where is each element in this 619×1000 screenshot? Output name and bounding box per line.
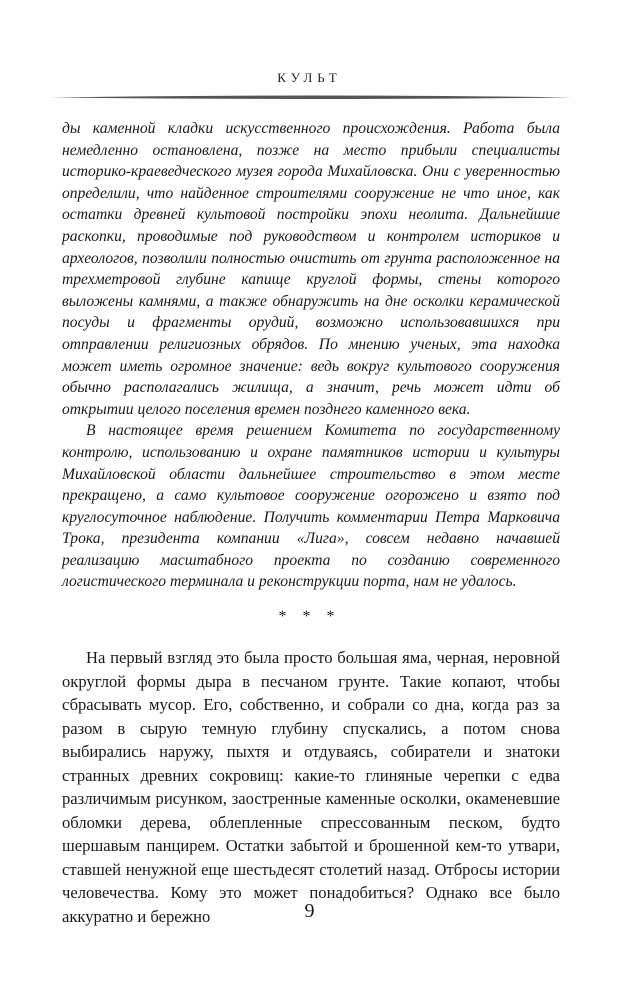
section-separator: * * * xyxy=(278,608,341,625)
page-number: 9 xyxy=(304,900,315,922)
main-text xyxy=(62,646,560,928)
italic-news-excerpt xyxy=(62,118,560,593)
main-paragraph-1: На первый взгляд это была просто большая яма, черная, неровной округлой формы дыра в песчаном грунте. Такие копают, чтобы сбрасывать мусор. Его, собственно, и собрали со дна, когда раз за разом в сырую темную глубину спускались, а потом снова выбирались наружу, пыхтя и отдуваясь, собиратели и знатоки странных древних сокровищ: какие-то глиняные черепки с едва различимым рисунком, заостренные каменные осколки, окаменевшие обломки дерева, облепленные спрессованным песком, будто шершавым панцирем. Остатки забытой и брошенной кем-то утвари, ставшей ненужной еще шестьдесят столетий назад. Отбросы истории человечества. Кому это может понадобиться? Однако все было аккуратно и бережно xyxy=(62,648,560,926)
running-title: КУЛЬТ xyxy=(277,70,342,85)
italic-paragraph-2: В настоящее время решением Комитета по государственному контролю, использованию и охране памятников истории и культуры Михайловской области дальнейшее строительство в этом месте прекращено, а само культовое сооружение огорожено и взято под круглосуточное наблюдение. Получить комментарии Петра Марковича Трока, президента компании «Лига», совсем недавно начавшей реализацию масштабного проекта по созданию современного логистического терминала и реконструкции порта, нам не удалось. xyxy=(62,422,560,591)
header-rule xyxy=(50,95,572,100)
italic-paragraph-1: ды каменной кладки искусственного происхождения. Работа была немедленно остановлена, позже на место прибыли специалисты историко-краеведческого музея города Михайловска. Они с уверенностью определили, что найденное строителями сооружение не что иное, как остатки древней культовой постройки эпохи неолита. Дальнейшие раскопки, проводимые под руководством и контролем историков и археологов, позволили полностью очистить от грунта расположенное на трехметровой глубине капище круглой формы, стены которого выложены камнями, а также обнаружить на дне осколки керамической посуды и фрагменты орудий, возможно использовавшихся при отправлении религиозных обрядов. По мнению ученых, эта находка может иметь огромное значение: ведь вокруг культового сооружения обычно располагались жилища, а значит, речь может идти об открытии целого поселения времен позднего каменного века. xyxy=(62,120,560,418)
